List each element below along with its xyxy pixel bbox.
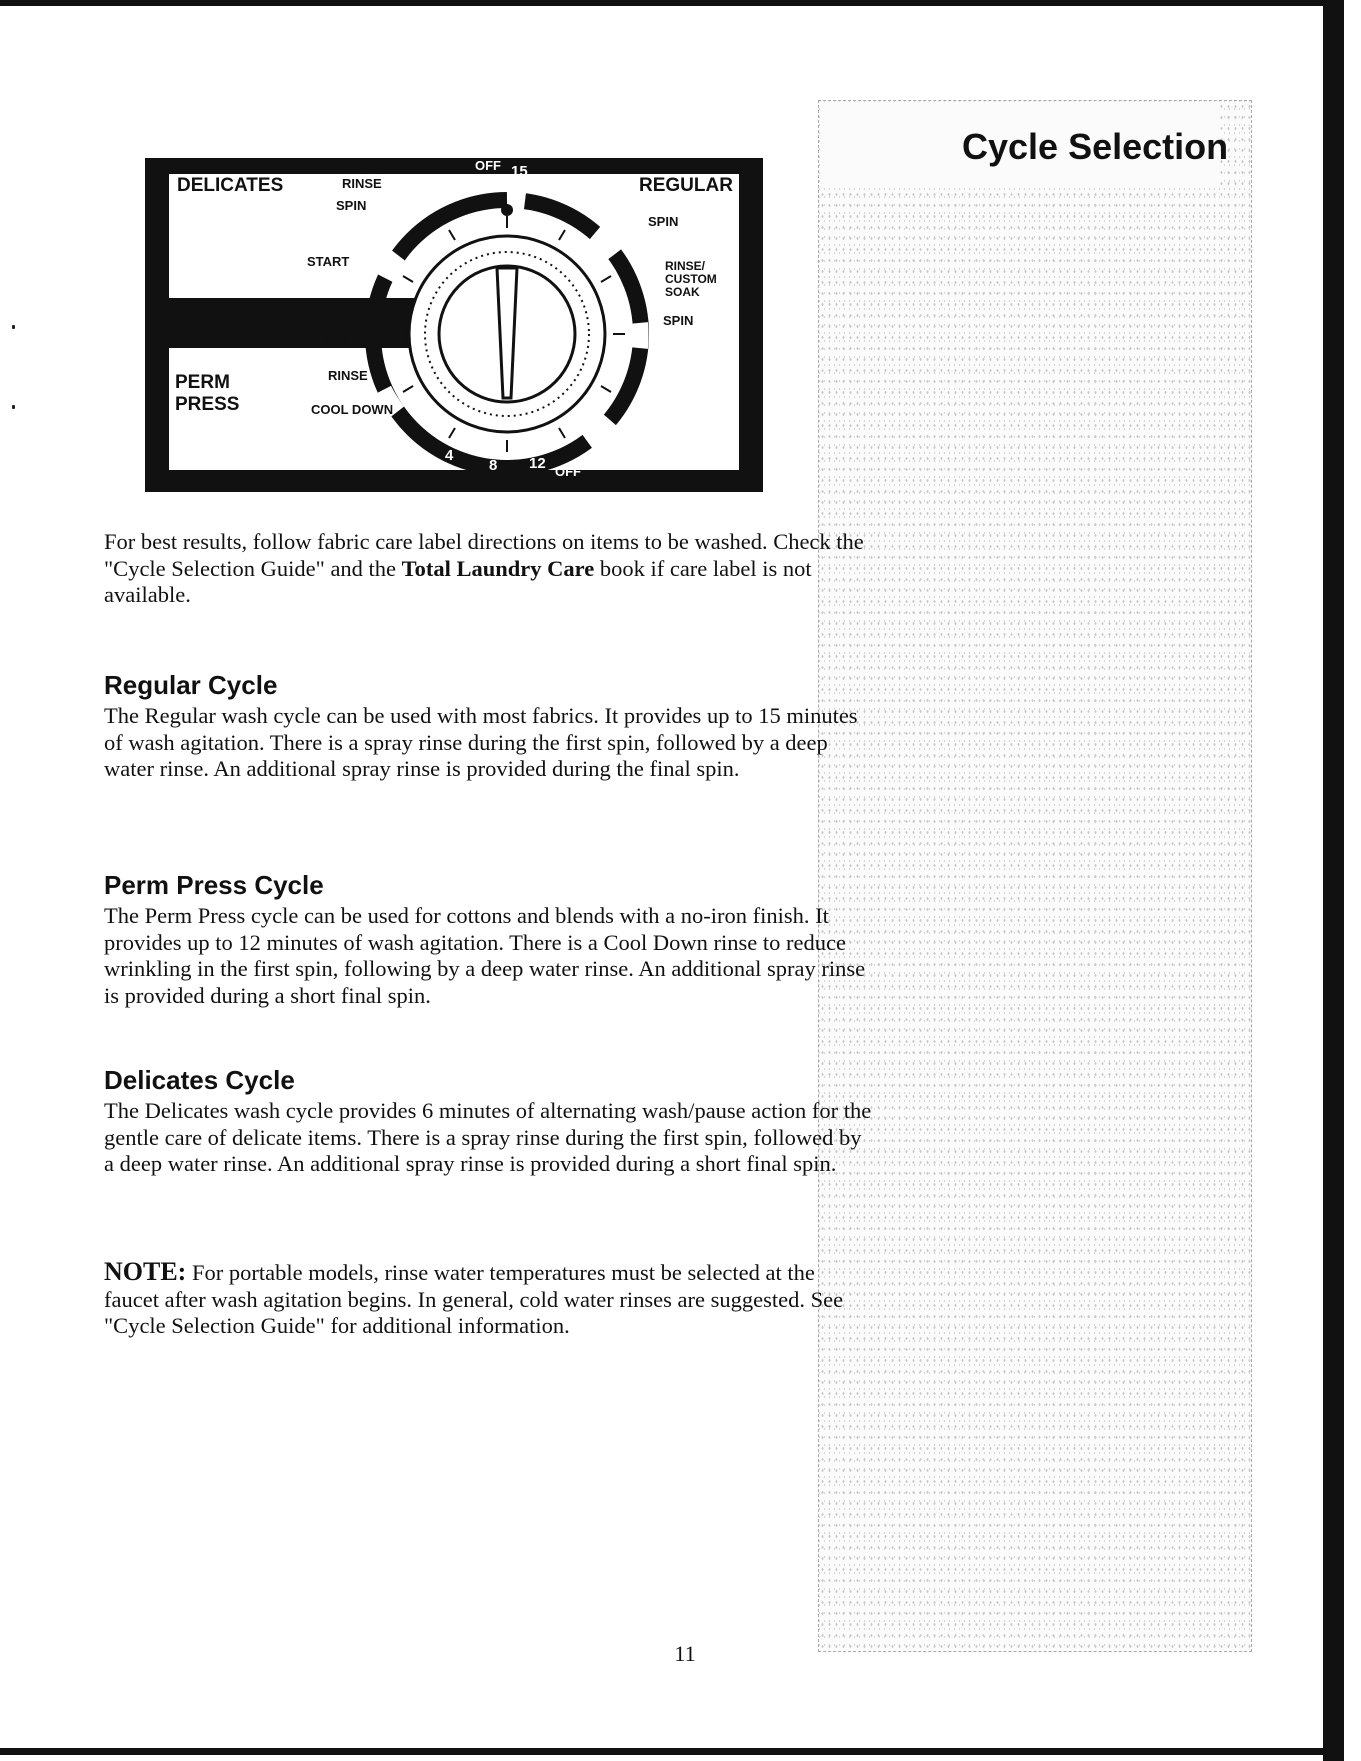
dial-label-rinse: RINSE [342, 176, 382, 191]
page-number: 11 [674, 1641, 696, 1666]
perm-press-cycle-heading: Perm Press Cycle [104, 870, 324, 900]
dial-marker-off: OFF [475, 158, 501, 173]
cycle-dial-figure [145, 158, 763, 492]
scan-speck [12, 325, 15, 329]
dial-marker-12: 12 [529, 455, 546, 472]
dial-label-rinse: RINSE [328, 368, 368, 383]
delicates-label: DELICATES [177, 175, 284, 196]
regular-cycle-heading: Regular Cycle [104, 670, 278, 700]
cycle-dial-svg [145, 158, 763, 492]
delicates-cycle-body: The Delicates wash cycle provides 6 minutes of alternating wash/pause action for the gentle care of delicate items. There is a spray rinse during the first spin, followed by a deep water rinse. An additional spray rinse is provided during a short final spin. [104, 1098, 872, 1176]
regular-label: REGULAR [639, 175, 733, 196]
ring-gap [639, 323, 640, 348]
dial-marker-15: 15 [511, 163, 528, 180]
dial-marker-off: OFF [555, 464, 581, 479]
intro-book-title: Total Laundry Care [401, 555, 595, 581]
regular-cycle-body: The Regular wash cycle can be used with most fabrics. It provides up to 15 minutes of wash agitation. There is a spray rinse during the first spin, followed by a deep water rinse. An additional spray rinse is provided during the final spin. [104, 703, 858, 781]
scan-speck [12, 405, 15, 409]
ring-gap [507, 200, 525, 201]
right-edge-bar [1323, 0, 1344, 1761]
side-panel [818, 100, 1252, 1652]
intro-text: book if care label is not available. [104, 555, 812, 607]
dial-label-off: OFF [327, 279, 353, 294]
delicates-cycle-heading: Delicates Cycle [104, 1065, 295, 1095]
dial-marker-5: 5 [589, 195, 598, 212]
dial-label-rinse: RINSE/ [665, 259, 706, 273]
perm-press-label: PERM [175, 372, 230, 393]
dial-label-spin: SPIN [663, 313, 694, 328]
top-rule [0, 0, 1340, 6]
dial-label-spin: SPIN [349, 160, 380, 175]
dial-label-soak: SOAK [665, 285, 700, 299]
dial-indicator-dot [501, 204, 513, 216]
dial-label-cool-down: COOL DOWN [311, 402, 394, 417]
perm-press-cycle-body: The Perm Press cycle can be used for cottons and blends with a no-iron finish. It provides up to 12 minutes of wash agitation. There is a Cool Down rinse to reduce wrinkling in the first spin, following by a deep water rinse. An additional spray rinse is provided during a short final spin. [104, 903, 866, 1008]
dial-marker-10: 10 [551, 173, 568, 190]
intro-text: For best results, follow fabric care label directions on items to be washed. Check the "Cycle Selection Guide" and the [104, 529, 864, 581]
dial-marker-8: 8 [489, 457, 498, 474]
dial-label-spin: SPIN [324, 334, 355, 349]
dial-label-start: START [307, 254, 350, 269]
page-title: Cycle Selection [962, 126, 1229, 167]
note-text: For portable models, rinse water temperatures must be selected at the faucet after wash agitation begins. In general, cold water rinses are suggested. See "Cycle Selection Guide" for additional information. [104, 1260, 844, 1338]
note-label: NOTE: [104, 1257, 187, 1286]
dial-label-spin: SPIN [336, 198, 367, 213]
intro-paragraph [104, 529, 874, 609]
dial-label-spin: SPIN [648, 214, 679, 229]
note-paragraph [104, 1259, 874, 1340]
dial-label-custom: CUSTOM [665, 272, 717, 286]
ring-gap [385, 256, 399, 278]
perm-press-label: PRESS [175, 394, 240, 415]
bottom-rule [0, 1748, 1330, 1755]
dial-marker-4: 4 [445, 447, 454, 464]
